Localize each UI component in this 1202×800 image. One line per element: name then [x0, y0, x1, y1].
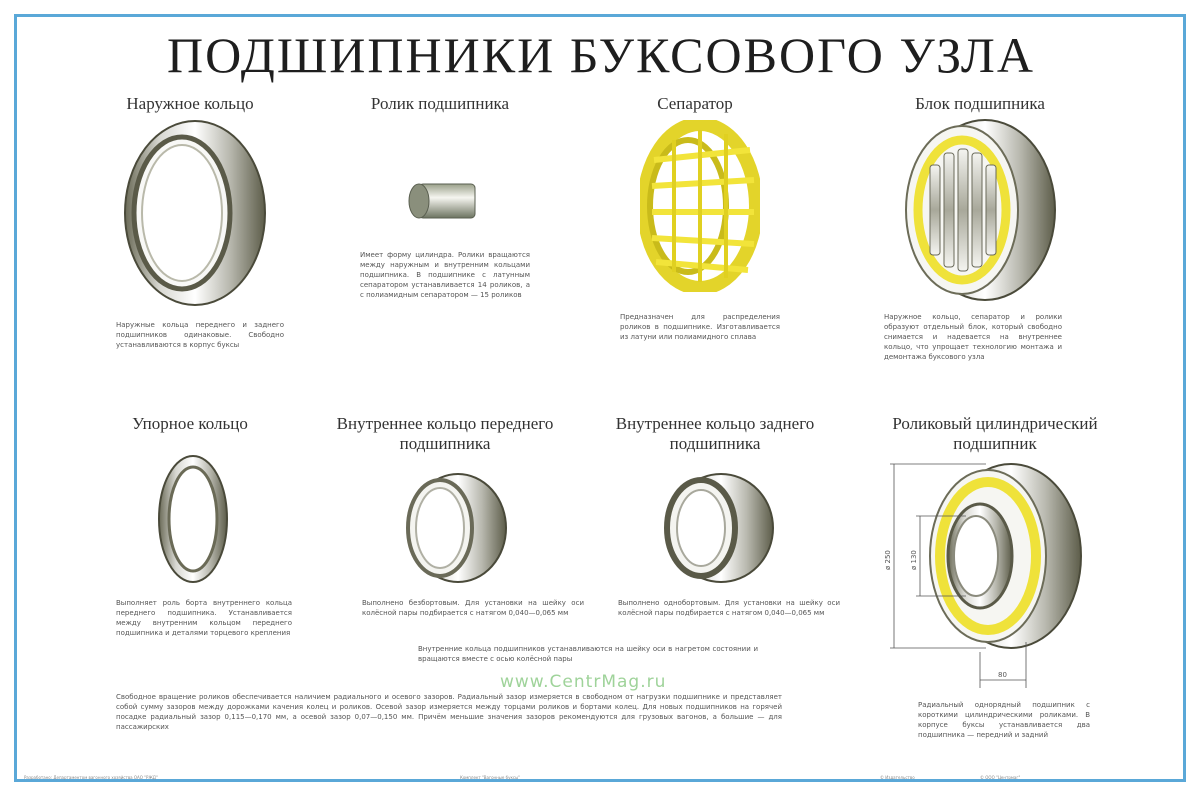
dim-inner-diameter: ø 130: [910, 550, 918, 570]
dim-outer-diameter: ø 250: [884, 550, 892, 570]
outer-ring-image: [120, 118, 270, 308]
inner-rear-image: [655, 470, 777, 586]
bearing-block-desc: Наружное кольцо, сепаратор и ролики образуют отдельный блок, который свободно снимается и надевается на внутреннее кольцо, что упрощает технологию монтажа и демонтажа буксового узла: [884, 313, 1062, 361]
inner-rear-desc: Выполнено однобортовым. Для установки на шейку оси колёсной пары подбирается с натягом 0,040—0,065 мм: [618, 599, 840, 617]
thrust-ring-image: [155, 452, 231, 586]
roller-image: [405, 180, 485, 224]
page-title: ПОДШИПНИКИ БУКСОВОГО УЗЛА: [167, 27, 1035, 83]
footer-left: Разработано: Департаментом вагонного хозяйства ОАО "РЖД": [24, 775, 158, 780]
separator-image: [640, 120, 760, 292]
footer-right-1: © Издательство: [880, 775, 915, 780]
outer-ring-label: Наружное кольцо: [126, 94, 254, 113]
inner-front-image: [398, 470, 510, 586]
cyl-bearing-label: Роликовый цилиндрический подшипник: [892, 414, 1098, 453]
clearance-paragraph: Свободное вращение роликов обеспечивается наличием радиального и осевого зазоров. Радиальный зазор измеряется в свободном от нагрузки подшипнике и представляет собой сумму зазоров между дорожками качения колец и роликов. Осевой зазор измеряется между торцами роликов и бортами колец. Для новых подшипников на горячей посадке радиальный зазор 0,115—0,170 мм, а осевой зазор 0,07—0,150 мм. Причём меньшие значения зазоров рекомендуются для грузовых вагонов, а большие — для пассажирских: [116, 693, 782, 731]
footer-center: Комплект "Вагонные буксы": [460, 775, 521, 780]
thrust-ring-label: Упорное кольцо: [132, 414, 248, 433]
inner-front-label: Внутреннее кольцо переднего подшипника: [336, 414, 554, 453]
roller-label: Ролик подшипника: [370, 94, 510, 113]
thrust-ring-desc: Выполняет роль борта внутреннего кольца переднего подшипника. Устанавливается между внутренним кольцом переднего подшипника и деталями торцевого крепления: [116, 599, 292, 637]
inner-rear-label: Внутреннее кольцо заднего подшипника: [615, 414, 815, 453]
inner-front-desc: Выполнено безбортовым. Для установки на шейку оси колёсной пары подбирается с натягом 0,040—0,065 мм: [362, 599, 584, 617]
bearing-block-image: [900, 115, 1060, 305]
separator-desc: Предназначен для распределения роликов в подшипнике. Изготавливается из латуни или полиамидного сплава: [620, 313, 780, 341]
footer-right-2: © ООО "Центрмаг": [980, 775, 1021, 780]
cyl-bearing-drawing: [876, 452, 1096, 692]
bearing-block-label: Блок подшипника: [915, 94, 1045, 113]
separator-label: Сепаратор: [657, 94, 733, 113]
outer-ring-desc: Наружные кольца переднего и заднего подшипников одинаковые. Свободно устанавливаются в корпус буксы: [116, 321, 284, 349]
inner-rings-note: Внутренние кольца подшипников устанавливаются на шейку оси в нагретом состоянии и вращаются вместе с осью колёсной пары: [418, 645, 758, 663]
dim-width: 80: [998, 671, 1007, 679]
roller-desc: Имеет форму цилиндра. Ролики вращаются между наружным и внутренним кольцами подшипника. В подшипнике с латунным сепаратором устанавливается 14 роликов, а с полиамидным сепаратором — 15 роликов: [360, 251, 530, 299]
cyl-bearing-desc: Радиальный однорядный подшипник с короткими цилиндрическими роликами. В корпусе буксы устанавливается два подшипника — передний и задний: [918, 701, 1090, 739]
watermark: www.CentrMag.ru: [500, 672, 667, 692]
